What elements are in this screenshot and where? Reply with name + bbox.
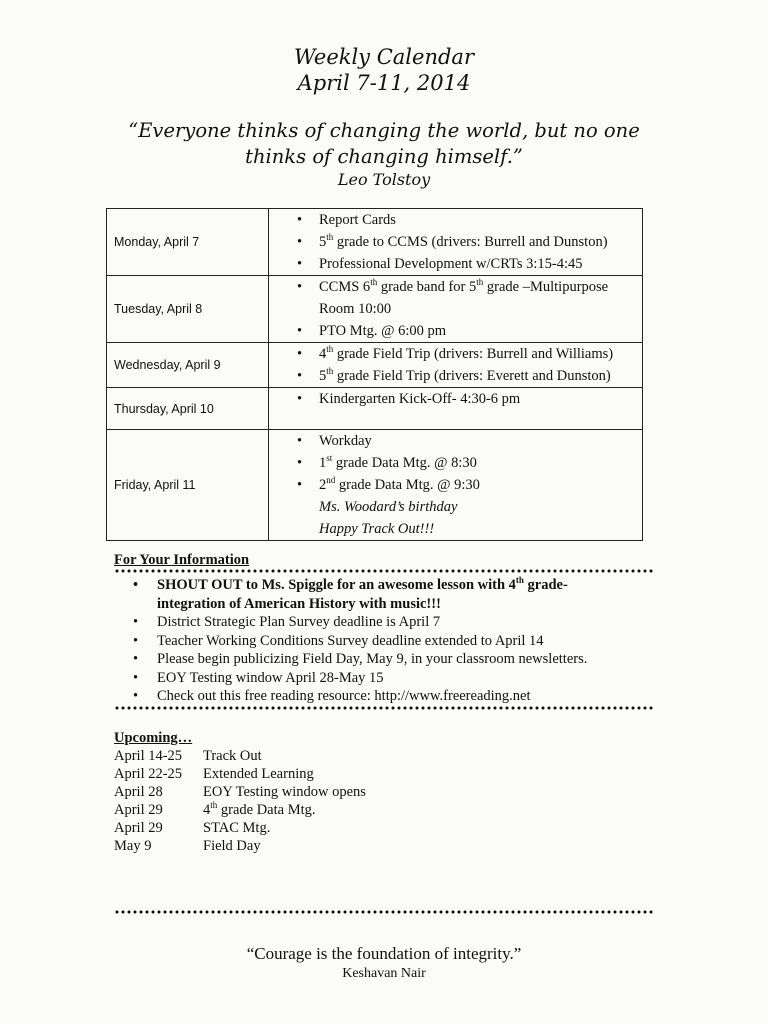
page-title: Weekly Calendar (294, 45, 474, 69)
calendar-row-monday (107, 209, 643, 276)
fyi-item: • Teacher Working Conditions Survey deadline extended to April 14 (133, 632, 633, 651)
upcoming-row (114, 801, 366, 819)
event-item: • 1st grade Data Mtg. @ 8:30 (297, 452, 642, 474)
event-item: • 5th grade Field Trip (drivers: Everett and Dunston) (297, 365, 642, 387)
event-item: • 2nd grade Data Mtg. @ 9:30 (297, 474, 642, 496)
event-item: • CCMS 6th grade band for 5th grade –Multipurpose Room 10:00 (297, 276, 642, 320)
upcoming-event: 4th grade Data Mtg. (203, 800, 316, 818)
upcoming-event: Field Day (203, 838, 261, 854)
day-label: Wednesday, April 9 (107, 343, 269, 388)
event-item: • PTO Mtg. @ 6:00 pm (297, 320, 642, 342)
dotted-divider (114, 706, 655, 710)
weekly-calendar-table (106, 208, 643, 541)
footer-quote-author: Keshavan Nair (342, 966, 426, 981)
upcoming-date: April 22-25 (114, 766, 183, 782)
day-events (269, 430, 643, 541)
event-item: • Report Cards (297, 209, 642, 231)
fyi-item: • EOY Testing window April 28-May 15 (133, 669, 633, 688)
tolstoy-author: Leo Tolstoy (337, 170, 431, 189)
event-note: Ms. Woodard’s birthday (319, 499, 458, 515)
event-item: • Professional Development w/CRTs 3:15-4:45 (297, 253, 642, 275)
page-dates: April 7-11, 2014 (297, 71, 471, 95)
tolstoy-quote: “Everyone thinks of changing the world, but no one thinks of changing himself.” (128, 119, 640, 168)
event-note: Happy Track Out!!! (319, 521, 435, 537)
upcoming-date: April 29 (114, 802, 163, 818)
day-events (269, 276, 643, 343)
upcoming-row (114, 819, 366, 837)
upcoming-date: April 28 (114, 784, 163, 800)
fyi-list (133, 576, 633, 706)
event-item: • Kindergarten Kick-Off- 4:30-6 pm (297, 388, 642, 410)
calendar-header (0, 44, 768, 96)
day-label: Thursday, April 10 (107, 388, 269, 430)
event-item: • 5th grade to CCMS (drivers: Burrell and Dunston) (297, 231, 642, 253)
upcoming-event: STAC Mtg. (203, 820, 271, 836)
fyi-item: • District Strategic Plan Survey deadline is April 7 (133, 613, 633, 632)
fyi-item: • Check out this free reading resource: http://www.freereading.net (133, 687, 633, 706)
day-events (269, 388, 643, 430)
calendar-row-tuesday (107, 276, 643, 343)
upcoming-event: Track Out (203, 748, 262, 764)
event-item: • Workday (297, 430, 642, 452)
day-label: Tuesday, April 8 (107, 276, 269, 343)
calendar-row-thursday (107, 388, 643, 430)
fyi-heading: For Your Information (114, 552, 250, 568)
upcoming-heading: Upcoming… (114, 730, 193, 746)
dotted-divider (114, 569, 655, 573)
footer-quote: “Courage is the foundation of integrity.” (246, 944, 522, 963)
upcoming-row (114, 837, 366, 855)
day-events (269, 209, 643, 276)
day-label: Friday, April 11 (107, 430, 269, 541)
calendar-row-friday (107, 430, 643, 541)
day-label: Monday, April 7 (107, 209, 269, 276)
fyi-item-shout-out: • SHOUT OUT to Ms. Spiggle for an awesome lesson with 4th grade-integration of American History with music!!! (133, 576, 633, 613)
upcoming-date: April 14-25 (114, 748, 183, 764)
calendar-row-wednesday (107, 343, 643, 388)
upcoming-date: May 9 (114, 838, 152, 854)
upcoming-row (114, 765, 366, 783)
event-item: • 4th grade Field Trip (drivers: Burrell and Williams) (297, 343, 642, 365)
upcoming-row (114, 747, 366, 765)
upcoming-table (114, 747, 366, 855)
fyi-item: • Please begin publicizing Field Day, May 9, in your classroom newsletters. (133, 650, 633, 669)
upcoming-row (114, 783, 366, 801)
upcoming-date: April 29 (114, 820, 163, 836)
upcoming-event: EOY Testing window opens (203, 784, 366, 800)
upcoming-event: Extended Learning (203, 766, 314, 782)
dotted-divider (114, 910, 655, 914)
day-events (269, 343, 643, 388)
